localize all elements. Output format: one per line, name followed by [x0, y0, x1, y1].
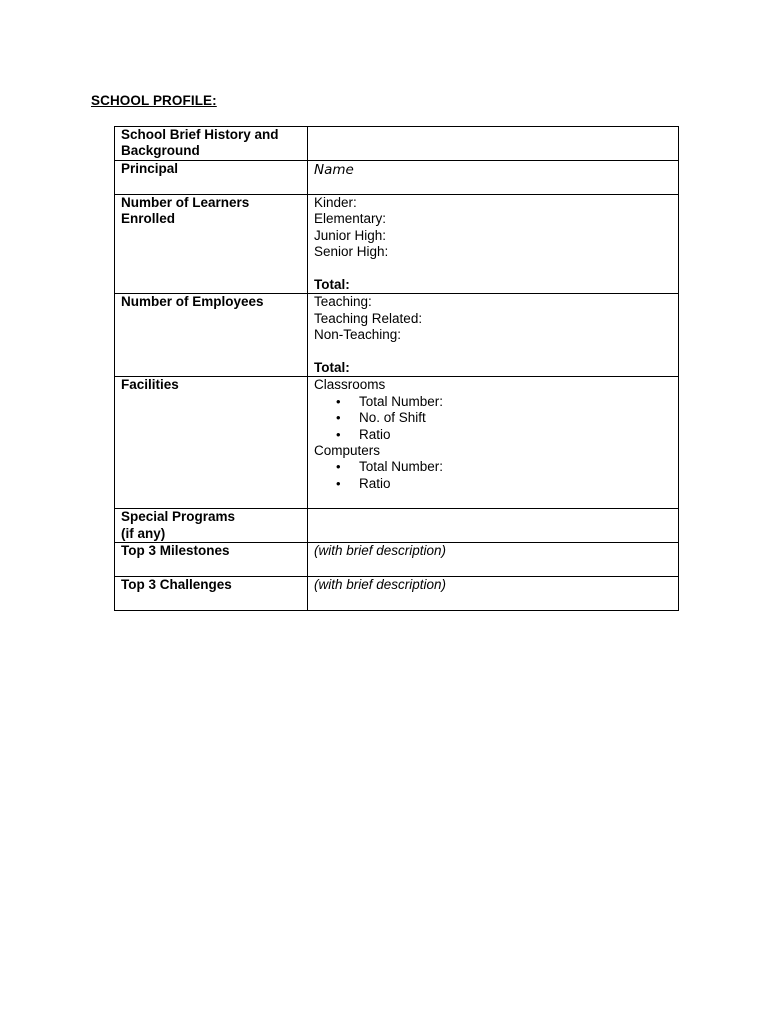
- classrooms-ratio: Ratio: [359, 426, 391, 442]
- special-label-cell: [115, 509, 308, 543]
- bullet-icon: •: [336, 459, 341, 475]
- table-row-facilities: [115, 377, 679, 509]
- principal-name-placeholder: Name: [314, 162, 354, 178]
- classrooms-total-number: Total Number:: [359, 393, 444, 409]
- school-profile-table: [114, 126, 679, 611]
- classrooms-no-of-shift: No. of Shift: [359, 410, 426, 426]
- table-row-history: [115, 127, 679, 161]
- learners-value-cell[interactable]: [308, 195, 679, 294]
- learners-elementary: Elementary:: [314, 211, 387, 227]
- employees-teaching-related: Teaching Related:: [314, 310, 423, 326]
- history-label-line1: School Brief History and: [121, 127, 279, 142]
- principal-value-cell[interactable]: [308, 161, 679, 195]
- table-row-employees: [115, 294, 679, 377]
- employees-teaching: Teaching:: [314, 294, 372, 310]
- facilities-label: Facilities: [115, 377, 308, 509]
- challenges-label: Top 3 Challenges: [115, 577, 308, 611]
- history-label-line2: Background: [121, 143, 200, 159]
- list-item: [314, 476, 672, 492]
- facilities-value-cell[interactable]: [308, 377, 679, 509]
- employees-label: Number of Employees: [115, 294, 308, 377]
- computers-ratio: Ratio: [359, 475, 391, 491]
- computers-label: Computers: [314, 443, 381, 459]
- milestones-value-cell[interactable]: (with brief description): [308, 543, 679, 577]
- special-label-line1: Special Programs: [121, 509, 236, 525]
- employees-total: Total:: [314, 360, 350, 376]
- page-title: SCHOOL PROFILE:: [91, 93, 217, 108]
- bullet-icon: •: [336, 410, 341, 426]
- list-item: [314, 459, 672, 475]
- table-row-principal: [115, 161, 679, 195]
- learners-senior-high: Senior High:: [314, 244, 389, 260]
- special-value-cell[interactable]: [308, 509, 679, 543]
- learners-junior-high: Junior High:: [314, 227, 387, 243]
- table-row-milestones: [115, 543, 679, 577]
- classrooms-label: Classrooms: [314, 377, 386, 393]
- learners-label-line1: Number of Learners: [121, 195, 250, 210]
- table-row-special-programs: [115, 509, 679, 543]
- list-item: [314, 394, 672, 410]
- bullet-icon: •: [336, 393, 341, 409]
- classrooms-list: [314, 394, 672, 443]
- learners-label-cell: [115, 195, 308, 294]
- bullet-icon: •: [336, 426, 341, 442]
- computers-list: [314, 459, 672, 492]
- learners-label-line2: Enrolled: [121, 211, 176, 227]
- milestones-label: Top 3 Milestones: [115, 543, 308, 577]
- history-value-cell[interactable]: [308, 127, 679, 161]
- bullet-icon: •: [336, 475, 341, 491]
- employees-non-teaching: Non-Teaching:: [314, 327, 402, 343]
- principal-label: Principal: [115, 161, 308, 195]
- employees-value-cell[interactable]: [308, 294, 679, 377]
- spacer: [314, 261, 672, 277]
- learners-kinder: Kinder:: [314, 195, 357, 210]
- challenges-value-cell[interactable]: (with brief description): [308, 577, 679, 611]
- table-row-learners: [115, 195, 679, 294]
- special-label-line2: (if any): [121, 525, 166, 541]
- table-row-challenges: [115, 577, 679, 611]
- spacer: [314, 344, 672, 360]
- history-label-cell: [115, 127, 308, 161]
- computers-total-number: Total Number:: [359, 459, 444, 475]
- learners-total: Total:: [314, 277, 350, 293]
- list-item: [314, 410, 672, 426]
- list-item: [314, 427, 672, 443]
